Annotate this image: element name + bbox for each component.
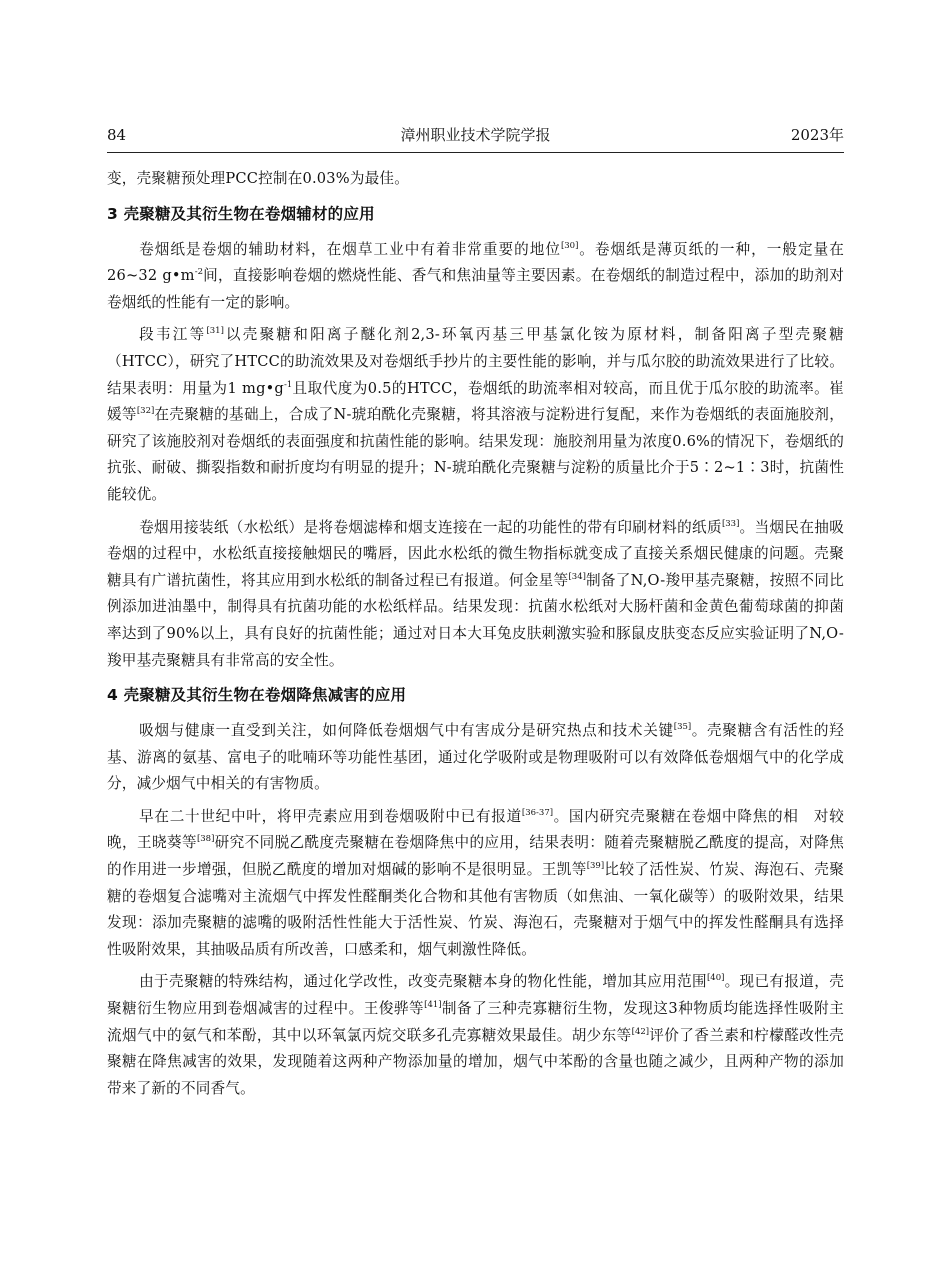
text-run: 制备了N,O-羧甲基壳聚糖，按照不同比例添加进油墨中，制得具有抗菌功能的水松纸样品。结果发现：抗菌水松纸对大肠杆菌和金黄色葡萄球菌的抑菌率达到了90%以上，具有良好的抗菌性能；通过对日本大耳兔皮肤刺激实验和豚鼠皮肤变态反应实验证明了N,O-羧甲基壳聚糖具有非常高的安全性。 [107,571,845,669]
citation-ref: [41] [424,1000,442,1011]
citation-ref: [42] [631,1026,650,1037]
article-body [107,166,844,1102]
citation-ref: [30] [560,240,579,251]
text-run: 卷烟纸是卷烟的辅助材料，在烟草工业中有着非常重要的地位 [139,240,561,258]
running-header [107,118,844,153]
text-run: 段韦江等 [139,326,207,344]
text-run: 在壳聚糖的基础上，合成了N-琥珀酰化壳聚糖，将其溶液与淀粉进行复配，来作为卷烟纸的表面施胶剂，研究了该施胶剂对卷烟纸的表面强度和抗菌性能的影响。结果发现：施胶剂用量为浓度0.6%的情况下，卷烟纸的抗张、耐破、撕裂指数和耐折度均有明显的提升；N-琥珀酰化壳聚糖与淀粉的质量比介于5∶2~1∶3时，抗菌性能较优。 [107,406,844,503]
page-number: 84 [107,126,127,144]
paragraph [107,969,844,1102]
paragraph [107,804,844,964]
text-run: 间，直接影响卷烟的燃烧性能、香气和焦油量等主要因素。在卷烟纸的制造过程中，添加的助剂对卷烟纸的性能有一定的影响。 [107,267,844,311]
paragraph [107,718,844,798]
text-run: 变，壳聚糖预处理PCC控制在0.03%为最佳。 [107,170,410,187]
text-run: 吸烟与健康一直受到关注，如何降低卷烟烟气中有害成分是研究热点和技术关键 [139,722,674,740]
text-run: 比较了活性炭、竹炭、海泡石、壳聚糖的卷烟复合滤嘴对主流烟气中挥发性醛酮类化合物和其他有害物质（如焦油、一氧化碳等）的吸附效果，结果发现：添加壳聚糖的滤嘴的吸附活性性能大于活性炭、竹炭、海泡石，壳聚糖对于烟气中的挥发性醛酮具有选择性吸附效果，其抽吸品质有所改善，口感柔和，烟气刺激性降低。 [107,861,845,958]
paragraph [107,237,844,317]
citation-ref: [31] [206,326,224,337]
text-run: 制备了三种壳寡糖衍生物，发现这3种物质均能选择性吸附主流烟气中的氨气和苯酚，其中以环氧氯丙烷交联多孔壳寡糖效果最佳。胡少东等 [107,1000,844,1044]
text-run: 。国内研究壳聚糖在卷烟中降焦的相 对较晚，王晓葵等 [107,807,844,852]
section-heading-4: 4 壳聚糖及其衍生物在卷烟降焦减害的应用 [107,686,407,705]
text-run: 。现已有报道，壳聚糖衍生物应用到卷烟减害的过程中。王俊骅等 [107,973,844,1018]
citation-ref: [34] [568,571,586,582]
text-run: 以壳聚糖和阳离子醚化剂2,3-环氧丙基三甲基氯化铵为原材料，制备阳离子型壳聚糖（HTCC），研究了HTCC的助流效果及对卷烟纸手抄片的主要性能的影响，并与瓜尔胶的助流效果进行了比较。结果表明：用量为1 mg•g [107,326,844,397]
journal-title: 漳州职业技术学院学报 [400,126,551,144]
text-run: 由于壳聚糖的特殊结构，通过化学改性，改变壳聚糖本身的物化性能，增加其应用范围 [139,973,707,991]
continued-paragraph [107,166,844,193]
paragraph [107,515,844,675]
paragraph [107,322,844,508]
text-run: 。卷烟纸是薄页纸的一种，一般定量在26~32 g•m [107,240,845,285]
publication-year: 2023年 [790,126,844,144]
section-heading-3: 3 壳聚糖及其衍生物在卷烟辅材的应用 [107,204,375,223]
journal-page [107,118,844,1102]
text-run: 研究不同脱乙酰度壳聚糖在卷烟降焦中的应用，结果表明：随着壳聚糖脱乙酰度的提高，对降焦的作用进一步增强，但脱乙酰度的增加对烟碱的影响不是很明显。王凯等 [107,834,845,879]
superscript: -1 [283,379,293,390]
text-run: 早在二十世纪中叶，将甲壳素应用到卷烟吸附中已有报道 [139,807,522,825]
text-run: 评价了香兰素和柠檬醛改性壳聚糖在降焦减害的效果，发现随着这两种产物添加量的增加，烟气中苯酚的含量也随之减少，且两种产物的添加带来了新的不同香气。 [107,1026,844,1097]
citation-ref: [38] [196,834,215,845]
citation-ref: [40] [706,973,725,984]
text-run: 。壳聚糖含有活性的羟基、游离的氨基、富电子的吡喃环等功能性基团，通过化学吸附或是物理吸附可以有效降低卷烟烟气中的化学成分，减少烟气中相关的有害物质。 [107,722,844,793]
citation-ref: [33] [721,518,740,529]
citation-ref: [36-37] [521,808,554,819]
text-run: 且取代度为0.5的HTCC，卷烟纸的助流率相对较高，而且优于瓜尔胶的助流率。崔媛等 [107,379,845,424]
citation-ref: [35] [673,722,692,733]
superscript: -2 [194,267,203,278]
text-run: 。当烟民在抽吸卷烟的过程中，水松纸直接接触烟民的嘴唇，因此水松纸的微生物指标就变成了直接关系烟民健康的问题。壳聚糖具有广谱抗菌性，将其应用到水松纸的制备过程已有报道。何金星等 [107,518,844,589]
citation-ref: [39] [586,861,605,872]
text-run: 卷烟用接装纸（水松纸）是将卷烟滤棒和烟支连接在一起的功能性的带有印刷材料的纸质 [139,518,722,536]
citation-ref: [32] [136,406,155,417]
